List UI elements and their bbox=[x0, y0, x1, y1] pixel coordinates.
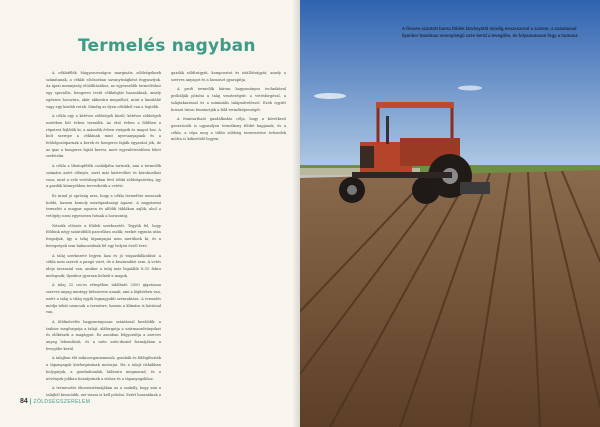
cloud bbox=[314, 93, 346, 99]
tractor-exhaust bbox=[386, 116, 389, 144]
body-paragraph: A talajban élő mikroorganizmusok, gombák és földigiliszták a tápanyagok körforgásának motorjai. Ha a talajt ritkábban bolygatjuk, a gombafonalak hálózata megmarad, és a növények jobban hozzájutnak a vízhez és a tápanyagokhoz. bbox=[46, 356, 161, 381]
body-paragraph: A fenntartható gazdálkodás célja, hogy a következő generációk is ugyanilyen termékeny földet kapjanak, és a cékla, a répa meg a többi zöldség termesztése évtizedek múlva is kifizetődő legyen. bbox=[171, 117, 286, 142]
folio-separator: | bbox=[29, 399, 32, 405]
body-paragraph: A cékla egy a kétéves zöldségek közül; kétéves zöldségek esetében két évben termelik. Az első évben a földben a répatest fejlődik ki, a második évben virágzik és magot hoz. A bolt szerepe a céklának mint nyersanyagnak és a feldolgozóiparnak a kerek és hengeres fajták egyaránt jók, de az ipar a hengeres fajtát keresi, mert egyenletesebben lehet szeletelni. bbox=[46, 114, 161, 159]
body-paragraph: A profi termelők három hagyományos technikával próbálják pótolni a talaj veszteségeit: a vetésforgóval, a talajtakarással és a minimális talajműveléssel. Ezek együtt hosszú távon fenntartják a föld termőképességét. bbox=[171, 87, 286, 112]
body-paragraph: Nézzük először a földek szerkezetét. Tegyük fel, hogy földünk négy szántóföldi parcellára oszlik; ezeket egymás után forgatjuk, így a talaj tápanyagai nem merülnek ki, és a betegségek sem halmozódnak fel egy helyen évről évre. bbox=[46, 223, 161, 248]
body-paragraph: A céklafélék Magyarországon margináis zöldségeknek számítanak, a céklát elsősorban savanyúságként fogyasztjuk. Az igazi mennyiség előállításához, az egyszerűbb termeléshez egy speciális, hengeres testű céklafajtát használnak, amely egészen hosszúra, akár akkorára megnőhet, mint a karalábé vagy egy kisebb retek. Mindig az ilyen céklából van a legtöbb. bbox=[46, 71, 161, 109]
body-paragraph: A cékla a libatopfélék családjába tartozik, ami a termelők számára azért előnyös, mert más kártevőket és kórokozókat vonz, mint a vele vetésforgóban lévő többi zöldségnövény, így a gazdák könnyebben tervezhetik a vetést. bbox=[46, 164, 161, 189]
body-paragraph: Ez mind jó apróság arra, hogy a cékla termelése nemcsak hobbi, hanem komoly mezőgazdasági ágazat. A nagyüzemi termelés a magyar ugaron és alföldi táblákon zajlik, ahol a vetőgép sorai egyenesen futnak a horizontig. bbox=[46, 193, 161, 219]
tractor-implement bbox=[460, 182, 490, 194]
page-title: Termelés nagyban bbox=[78, 36, 256, 56]
tractor-front-hub bbox=[347, 185, 357, 195]
tractor-grille bbox=[360, 146, 374, 168]
photo-caption: A frissen szántott barna földek látványától mindig összeszorul a szívem: a szántással ilyenkor hatalmas mennyiségű szén kerül a levegőbe, és folyamatosan fogy a humusz bbox=[402, 26, 578, 38]
cloud bbox=[458, 86, 482, 91]
body-paragraph: A talaj 25 cm-es rétegében található 2500 gigatonna szerves anyag mintegy kétszerese annak, ami a légkörben van, ezért a talaj a világ egyik legnagyobb szénraktára. A termelés módja tehát nemcsak a termésre, hanem a klímára is hatással van. bbox=[46, 283, 161, 315]
book-gutter-shadow bbox=[292, 0, 300, 427]
tractor-cab-roof bbox=[376, 102, 454, 108]
body-text-columns bbox=[46, 70, 286, 410]
tractor-field-photo bbox=[300, 0, 600, 427]
page-footer bbox=[20, 398, 90, 405]
tractor-axle bbox=[352, 172, 452, 178]
page-number: 84 bbox=[20, 398, 28, 405]
body-paragraph: A földművelés hagyományosan szántással kezdődik: a traktor megforgatja a talajt, aláforgatja a szármaradványokat és előkészíti a magágyat. Ez azonban felgyorsítja a szerves anyag lebomlását, és a szén szén-dioxid formájában a levegőbe kerül. bbox=[46, 319, 161, 351]
body-paragraph: A termesztés ökoszisztémájában az a szabály, hogy ami a talajból kivonódik, azt vissza is kell pótolni. Ezért használnak a gazdák zöldtrágyát, komposztot és istállótrágyát, amely a szerves anyagot és a humuszt gyarapítja. bbox=[46, 71, 286, 397]
right-page bbox=[300, 0, 600, 427]
running-section-title: ZÖLDSÉGSZERELEM bbox=[33, 399, 91, 405]
body-paragraph: A talaj szerkezete legyen laza és jó vízgazdálkodású: a cékla nem szereti a pangó vizet, de a kiszáradást sem. A vetés ideje tavasszal van, amikor a talaj már legalább 8–10 fokra melegszik; ilyenkor gyorsan kelnek a magok. bbox=[46, 253, 161, 278]
